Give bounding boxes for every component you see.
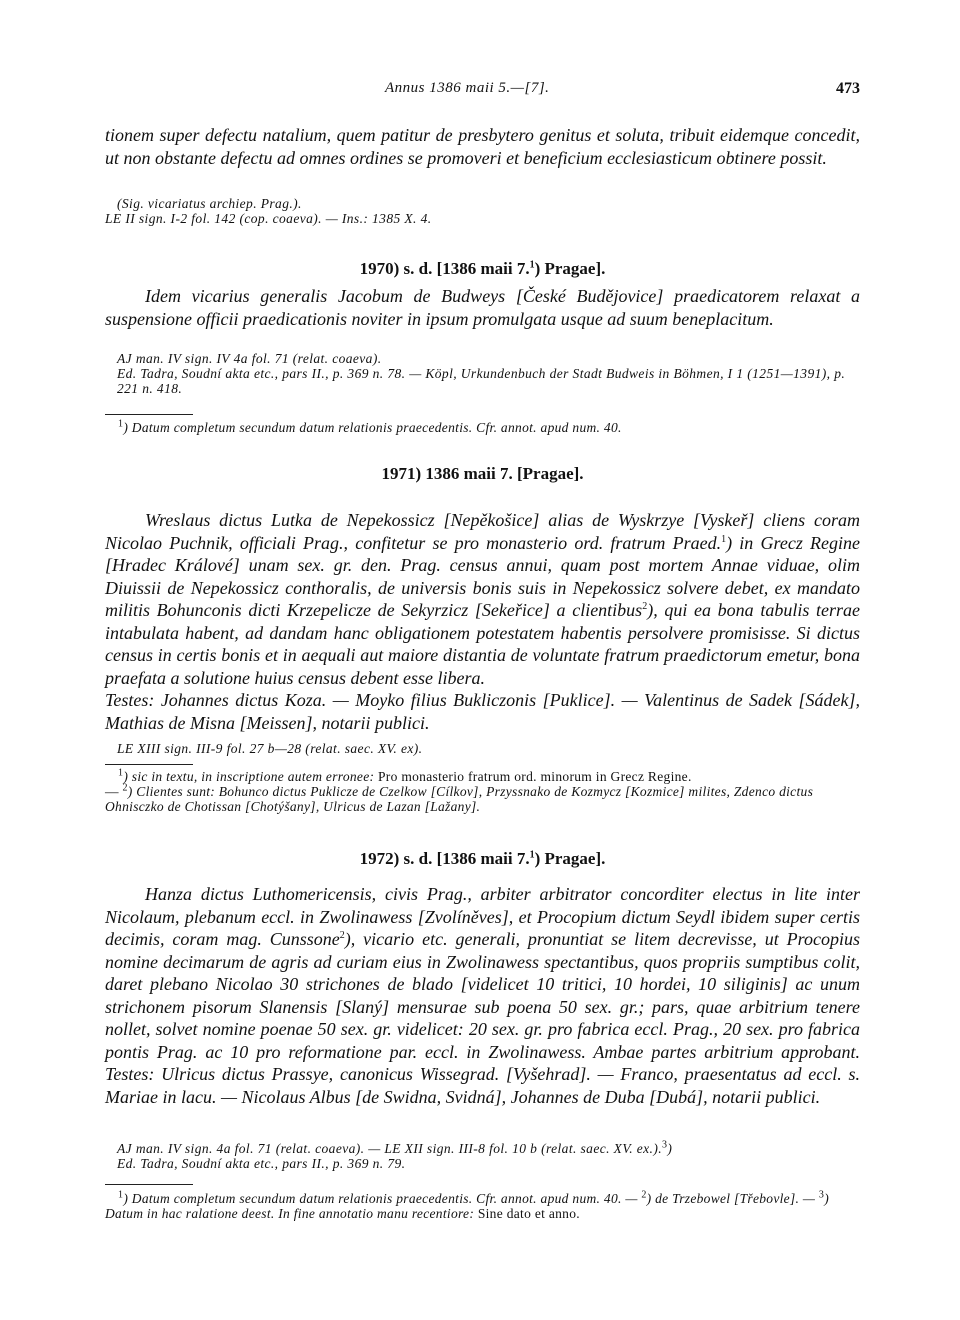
footnote-marker: 2	[339, 930, 345, 941]
entry-1972-sources	[117, 1141, 860, 1171]
footnote-marker: 3	[662, 1139, 668, 1151]
footnote	[118, 420, 860, 435]
footnote	[105, 769, 860, 784]
footnote-rule	[105, 1184, 193, 1185]
source-line: LE II sign. I-2 fol. 142 (cop. coaeva). — Ins.: 1385 X. 4.	[105, 211, 432, 226]
entry-1971-footnotes	[105, 769, 860, 814]
entry-text-part: ), qui ea bona tabulis terrae intabulata habent, ad dandam hanc obligationem potestatem habentis persolvere promisisse. Si dictus census in certis bonis et in aequali aut maiore distantia de voluntate fratrum praedictorum emetur, bona praefata a solutione huius census debent esse libera.	[105, 600, 861, 688]
footnote-text: ) Clientes sunt: Bohunco dictus Puklicze de Czelkow [Cílkov], Przyssnako de Kozmycz [Kozmice] milites, Zdenco dictus Ohnisczko de Chotissan [Chotýšany], Ulricus de Lazan [Lažany].	[105, 784, 814, 814]
source-line	[117, 1141, 860, 1156]
footnote-marker: 1	[529, 259, 535, 271]
entry-title-text: 1971) 1386 maii 7. [Pragae].	[381, 464, 584, 483]
entry-title-1971	[105, 464, 860, 484]
footnote-text-plain: Pro monasterio fratrum ord. minorum in Grecz Regine.	[378, 769, 692, 784]
page-number: 473	[836, 80, 860, 97]
entry-title-1970	[105, 259, 860, 279]
footnote-text: ) Datum in hac ralatione deest. In fine annotatio manu recentiore:	[105, 1191, 829, 1221]
footnote-rule	[105, 764, 193, 765]
continuation-text-block	[105, 124, 860, 169]
witnesses-paragraph: Testes: Johannes dictus Koza. — Moyko filius Bukliczonis [Puklice]. — Valentinus de Sadek [Sádek], Mathias de Misna [Meissen], notarii publici.	[105, 690, 860, 733]
footnote-marker: 3	[818, 1189, 825, 1201]
entry-1971-text-block	[105, 509, 860, 734]
footnote-marker: 1	[118, 767, 124, 779]
entry-1971-sources	[117, 741, 860, 756]
entry-text-part: ) in Grecz Regine [Hradec Králové] unam sex. gr. den. Prag. census annui, quam post mortem Annae viduae, olim Diuissii de Nepekossicz conthoralis, de universis bonis suis in Nepekossicz solvere debet, ex mandato militis Bohunconis dicti Krzepelicze de Sekyrzicz [Sekeřice] a clientibus	[105, 532, 860, 620]
entry-1970-text-block	[105, 285, 860, 330]
footnote: — $^2$) Clientes sunt: Bohunco dictus Puklicze de Czelkow [Cílkov], Przyssnako de Kozmycz [Kozmice] milites, Zdenco dictus Ohnisczko de Chotissan [Chotýšany], Ulricus de Lazan [Lažany].	[105, 782, 814, 814]
entry-text-part: Wreslaus dictus Lutka de Nepekossicz [Nepěkošice] alias de Wyskrzye [Vyskeř] cliens coram Nicolao Puchnik, officiali Prag., confitetur se pro monasterio ord. fratrum Praed.	[105, 510, 860, 553]
footnote-text: ) Datum completum secundum datum relationis praecedentis. Cfr. annot. apud num. 40.	[123, 420, 622, 435]
source-line: Ed. Tadra, Soudní akta etc., pars II., p. 369 n. 79.	[117, 1156, 406, 1171]
source-line: AJ man. IV sign. IV 4a fol. 71 (relat. coaeva).	[117, 351, 382, 366]
footnote-text: ) de Trzebowel [Třebovle]. —	[646, 1191, 816, 1206]
source-line: (Sig. vicariatus archiep. Prag.).	[117, 196, 302, 211]
running-title: Annus 1386 maii 5.—[7].	[385, 80, 550, 96]
footnote-marker: 2	[122, 782, 128, 794]
source-line: LE XIII sign. III-9 fol. 27 b—28 (relat. saec. XV. ex).	[117, 741, 423, 756]
entry-text-part: ), vicario etc. generali, pronuntiat se litem decrevisse, ut Procopius nomine decimarum de agris ad curiam eius in Zwolinawess spectantibus, quos propriis sumptibus colit, daret plebano Nicolao 30 strichones de blado [videlicet 10 tritici, 10 hordei, 10 siliginis] ac unum strichonem pisorum Slanensis [Slaný] mensurae sub poena 50 sex. gr.; pars, quae arbitrium tenere nollet, solvet nomine poenae 50 sex. gr. videlicet: 20 sex. gr. pro fabrica eccl. Prag., 20 sex. pro fabrica pontis Prag. ac 10 pro reformatione par. eccl. in Zwolinawess. Ambae partes arbitrium approbant.	[105, 929, 860, 1062]
footnote-marker: 1	[118, 418, 124, 430]
footnote	[105, 1191, 860, 1221]
entry-title-part: 1972) s. d. [1386 maii 7.	[359, 849, 530, 868]
footnote-marker: 1	[118, 1189, 124, 1201]
footnote-rule	[105, 414, 193, 415]
footnote-text-plain: Sine dato et anno.	[477, 1206, 580, 1221]
entry-title-1972	[105, 849, 860, 869]
entry-1970-footnotes	[118, 420, 860, 435]
source-text: )	[667, 1141, 673, 1156]
entry-title-part: ) Pragae].	[534, 259, 606, 278]
entry-paragraph	[105, 883, 860, 1108]
continuation-sources	[105, 196, 860, 226]
footnote-marker: 1	[721, 533, 727, 545]
page-header	[105, 80, 860, 102]
footnote-text: ) sic in textu, in inscriptione autem erronee:	[123, 769, 375, 784]
entry-paragraph	[105, 509, 860, 689]
entry-title-part: ) Pragae].	[534, 849, 606, 868]
footnote-marker: 2	[641, 1189, 647, 1201]
entry-paragraph: Idem vicarius generalis Jacobum de Budweys [České Budějovice] praedicatorem relaxat a suspensione officii praedicationis noviter in ipsum promulgata usque ad suum beneplacitum.	[105, 286, 860, 329]
entry-1972-text-block	[105, 883, 860, 1108]
entry-text-part: Hanza dictus Luthomericensis, civis Prag., arbiter arbitrator concorditer electus in lite inter Nicolaum, plebanum eccl. in Zwolinawess [Zvolíněves], et Procopium dictum Seydl ibidem super certis decimis, coram mag. Cunssone	[105, 884, 860, 949]
source-text: AJ man. IV sign. 4a fol. 71 (relat. coaeva). — LE XII sign. III-8 fol. 10 b (relat. saec. XV. ex.).	[117, 1141, 662, 1156]
footnote-text: ) Datum completum secundum datum relationis praecedentis. Cfr. annot. apud num. 40. —	[123, 1191, 638, 1206]
source-line: Ed. Tadra, Soudní akta etc., pars II., p. 369 n. 78. — Köpl, Urkundenbuch der Stadt Budweis in Böhmen, I 1 (1251—1391), p. 221 n. 418.	[117, 366, 846, 396]
entry-1970-sources	[105, 351, 860, 396]
footnote-marker: 1	[529, 849, 535, 861]
entry-1972-footnotes	[105, 1191, 860, 1221]
footnote-marker: 2	[642, 601, 648, 612]
witnesses-text: Testes: Ulricus dictus Prassye, canonicus Wissegrad. [Vyšehrad]. — Franco, praesentatus ad eccl. s. Mariae in lacu. — Nicolaus Albus [de Swidna, Svidná], Johannes de Duba [Dubá], notarii publici.	[105, 1064, 860, 1107]
continuation-paragraph: tionem super defectu natalium, quem patitur de presbytero genitus et soluta, tribuit eidemque concedit, ut non obstante defectu ad omnes ordines se promoveri et beneficium ecclesiasticum obtinere possit.	[105, 125, 860, 168]
entry-title-part: 1970) s. d. [1386 maii 7.	[359, 259, 530, 278]
